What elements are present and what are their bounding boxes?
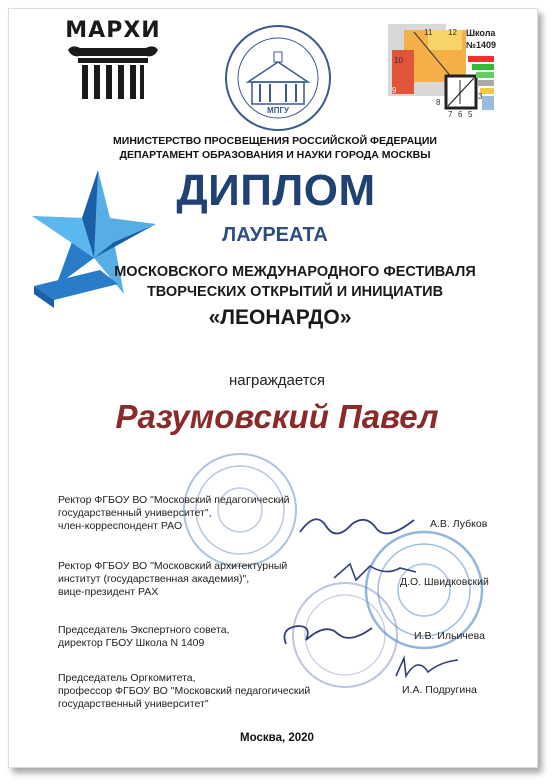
signatory-role [58,494,318,533]
clock-digit: 8 [436,98,441,107]
ministry-line: МИНИСТЕРСТВО ПРОСВЕЩЕНИЯ РОССИЙСКОЙ ФЕДЕРАЦИИ [113,135,437,147]
clock-digit: 6 [458,110,463,119]
signatory-role-line: профессор ФГБОУ ВО "Московский педагогический [58,685,311,697]
mpgu-seal-logo [222,22,334,134]
diploma-title: ДИПЛОМ [176,166,376,215]
signatory-role-line: Ректор ФГБОУ ВО "Московский архитектурный [58,560,288,572]
signatory-role [58,624,318,650]
signatory-role [58,560,328,599]
clock-digit: 12 [448,28,457,37]
marhi-logo-text: МАРХИ [65,18,161,43]
awarded-text: награждается [228,372,326,389]
clock-digit: 7 [448,110,453,119]
signatory-name: И.В. Ильичева [414,630,485,642]
signatory-role-line: государственный университет" [58,698,209,710]
clock-digit: 10 [394,56,403,65]
clock-digit: 9 [392,86,397,95]
festival-line: ТВОРЧЕСКИХ ОТКРЫТИЙ И ИНИЦИАТИВ [146,284,444,300]
signatory-role-line: член-корреспондент РАО [58,520,183,532]
column-capital-icon [62,18,164,102]
festival-description [60,262,530,302]
ministry-header [80,134,470,162]
clock-digit: 5 [468,110,473,119]
recipient-name: Разумовский Павел [115,398,439,435]
festival-line: МОСКОВСКОГО МЕЖДУНАРОДНОГО ФЕСТИВАЛЯ [114,264,476,280]
signatory-name: И.А. Подругина [402,684,477,696]
school-number: №1409 [466,40,497,50]
diploma-subtitle: ЛАУРЕАТА [222,224,328,246]
signatory-name: Д.О. Швидковский [400,576,489,588]
signatory-name: А.В. Лубков [430,518,488,530]
signatory-role-line: вице-президент РАХ [58,586,159,598]
signatory-role-line: Председатель Оргкомитета, [58,672,196,684]
signatory-role [58,672,338,711]
clock-digit: 3 [478,92,483,101]
department-line: ДЕПАРТАМЕНТ ОБРАЗОВАНИЯ И НАУКИ ГОРОДА МОСКВЫ [119,149,431,161]
city-year: Москва, 2020 [240,732,314,744]
festival-name: «ЛЕОНАРДО» [208,306,352,329]
signatory-role-line: Председатель Экспертного совета, [58,624,230,636]
mpgu-logo-text: МПГУ [267,106,289,115]
signatory-role-line: Ректор ФГБОУ ВО "Московский педагогический [58,494,290,506]
school-1409-logo [388,24,498,122]
clock-digit: 11 [424,28,433,37]
signatory-role-line: государственный университет", [58,507,212,519]
signatory-role-line: институт (государственная академия)", [58,573,250,585]
marhi-logo [62,18,164,102]
school-label: Школа [466,28,496,38]
signatory-role-line: директор ГБОУ Школа N 1409 [58,637,205,649]
